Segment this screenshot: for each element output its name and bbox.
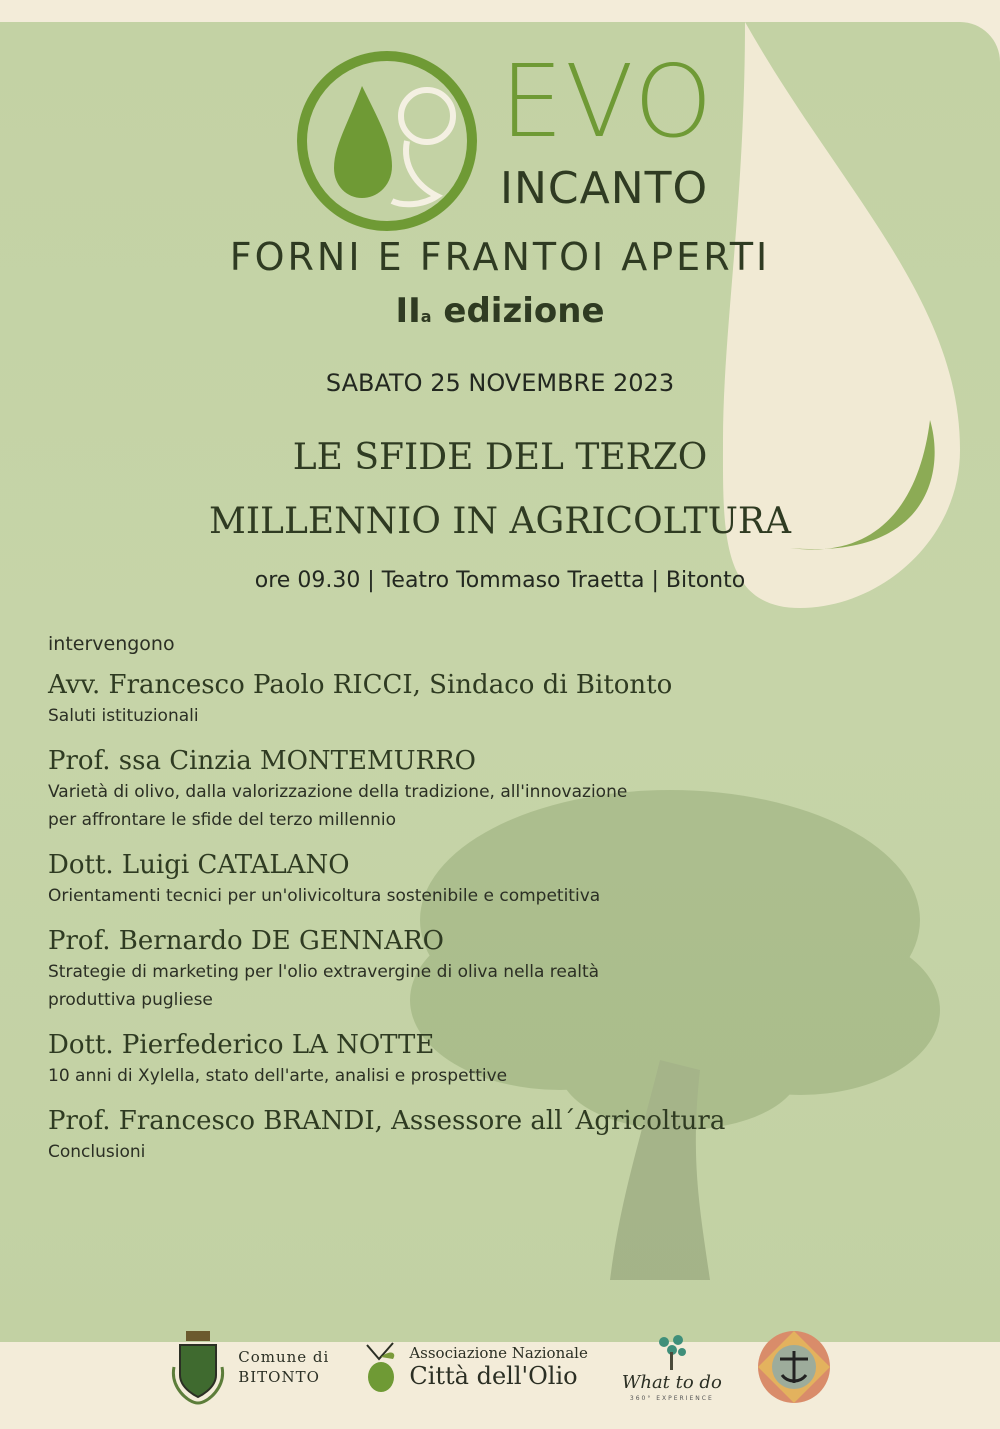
- programme: [48, 630, 748, 1180]
- speaker-item: [48, 668, 748, 730]
- speaker-topic: Saluti istituzionali: [48, 706, 199, 726]
- olive-drop-baby-logo-icon: [292, 46, 482, 236]
- logo-incanto: INCANTO: [500, 163, 709, 214]
- programme-intro: intervengono: [48, 633, 175, 655]
- olive-icon: [363, 1339, 399, 1395]
- speaker-item: [48, 848, 748, 910]
- speaker-name: Prof. Bernardo DE GENNARO: [48, 926, 444, 956]
- speaker-name: Dott. Luigi CATALANO: [48, 850, 350, 880]
- logo-evo: EVO: [500, 43, 715, 160]
- event-subtitle: FORNI E FRANTOI APERTI: [229, 235, 771, 279]
- event-time-place: ore 09.30 | Teatro Tommaso Traetta | Bitonto: [254, 568, 746, 593]
- partner-citta-olio: [363, 1339, 588, 1395]
- speaker-topic: 10 anni di Xylella, stato dell'arte, analisi e prospettive: [48, 1066, 508, 1086]
- edition-number: II: [395, 291, 421, 331]
- speaker-topic: Orientamenti tecnici per un'olivicoltura sostenibile e competitiva: [48, 886, 601, 906]
- speaker-name: Avv. Francesco Paolo RICCI, Sindaco di Bitonto: [48, 670, 673, 700]
- coat-of-arms-icon: [168, 1327, 228, 1407]
- speaker-item: [48, 924, 748, 1014]
- speaker-item: [48, 744, 748, 834]
- speaker-name: Prof. Francesco BRANDI, Assessore all´Agricoltura: [48, 1106, 726, 1136]
- tree-icon: [652, 1332, 692, 1370]
- speaker-topic: Strategie di marketing per l'olio extravergine di oliva nella realtà produttiva pugliese: [48, 962, 600, 1010]
- partner-what-to-do: [622, 1332, 722, 1402]
- speaker-name: Dott. Pierfederico LA NOTTE: [48, 1030, 435, 1060]
- event-date: SABATO 25 NOVEMBRE 2023: [325, 369, 675, 397]
- speaker-item: [48, 1028, 748, 1090]
- mosaic-circle-icon: [756, 1329, 832, 1405]
- wtd-title: What to do: [621, 1371, 722, 1393]
- partner-comune-bitonto: [168, 1327, 329, 1407]
- speaker-name: Prof. ssa Cinzia MONTEMURRO: [48, 746, 476, 776]
- citta-line-1: Associazione Nazionale: [409, 1343, 588, 1362]
- wtd-sub: 360° EXPERIENCE: [629, 1394, 714, 1402]
- speaker-topic: Varietà di olivo, dalla valorizzazione della tradizione, all'innovazione per affrontare le sfide del terzo millennio: [48, 782, 628, 830]
- edition-word: edizione: [443, 291, 605, 331]
- event-title-line-1: LE SFIDE DEL TERZO: [292, 437, 708, 478]
- citta-line-2: Città dell'Olio: [409, 1361, 578, 1390]
- speaker-item: [48, 1104, 748, 1166]
- event-title-line-2: MILLENNIO IN AGRICOLTURA: [208, 501, 792, 542]
- speaker-topic: Conclusioni: [48, 1142, 146, 1162]
- partners-footer: [0, 1304, 1000, 1429]
- comune-line-2: BITONTO: [238, 1367, 320, 1386]
- edition-superscript: a: [420, 307, 432, 326]
- comune-line-1: Comune di: [238, 1347, 330, 1366]
- event-edition: [0, 290, 1000, 338]
